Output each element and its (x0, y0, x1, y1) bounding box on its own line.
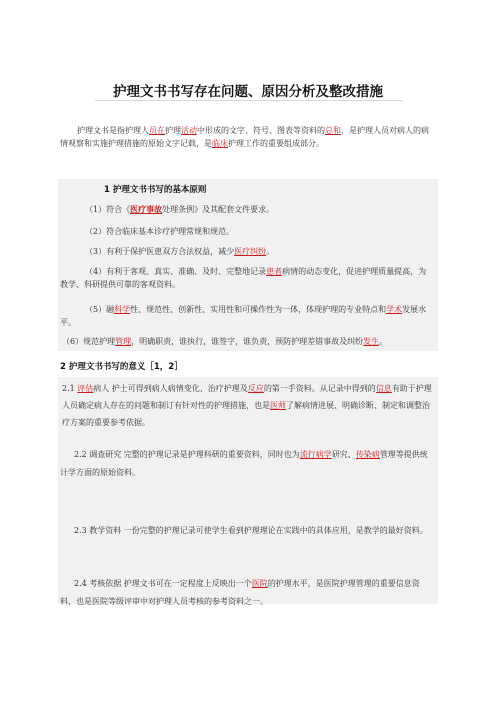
text-run: 的护理水平，是医院护理管理的重要信息资料，也是医院等级评审中对护理人员考核的参考资料之一。 (60, 579, 420, 606)
text-run: 有助于护理人员确定病人存在的问题和制订有针对性的护理措施，也是 (62, 384, 432, 410)
text-run: 病情的动态变化，促进护理质量提高，为教学、科研提供可靠的客观资料。 (60, 267, 427, 289)
term-link[interactable]: 管理 (115, 337, 132, 346)
term-link[interactable]: 评估 (77, 384, 94, 393)
term-link[interactable]: 科学 (114, 305, 131, 314)
text-run: 2.1 (62, 384, 78, 393)
text-run: 护理文书是指护理人 (77, 126, 149, 135)
section-1-heading: 1 护理文书书写的基本原则 (104, 185, 207, 195)
text-run: （6）规范护理 (62, 337, 116, 346)
significance-2-1 (62, 380, 432, 431)
term-link[interactable]: 医师 (270, 401, 286, 410)
intro-paragraph (60, 124, 436, 150)
text-run: ，是护理人员对病人的病情观察和实施护理措施的原始文字记载，是 (60, 126, 429, 148)
principle-6 (62, 335, 428, 348)
term-link[interactable]: 患者 (266, 267, 283, 276)
text-run: 发展水平。 (60, 305, 427, 327)
text-run: 2.3 教学资料 一份完整的护理记录可使学生看到护理理论在实践中的具体应用，是教学的最好资料。 (74, 526, 428, 535)
text-run: 护理工作的重要组成部分。 (228, 139, 324, 148)
text-run: 2.2 调查研究 完整的护理记录是护理科研的重要资料，同时也为 (74, 450, 300, 459)
text-run: （2）符合临床基本诊疗护理常规和规范。 (85, 227, 235, 236)
term-link[interactable]: 总和 (325, 126, 341, 135)
text-run: 病人 护士可得到病人病情变化、治疗护理及 (93, 384, 248, 393)
term-link[interactable]: 传染病 (355, 450, 380, 459)
significance-2-4 (60, 575, 430, 611)
term-link[interactable]: 发生 (363, 337, 380, 346)
term-link[interactable]: 活动 (181, 126, 197, 135)
text-run: 。 (266, 247, 275, 256)
principle-2 (85, 225, 459, 238)
text-run: 的第一手资料。从记录中得到的 (263, 384, 376, 393)
section-2-heading: 2 护理文书书写的意义［1，2］ (60, 362, 183, 372)
principle-3 (85, 245, 459, 258)
principle-5 (60, 303, 430, 329)
text-run: ，明确职责，谁执行，谁签字，谁负责，预防护理差错事故及纠纷 (131, 337, 364, 346)
term-link[interactable]: 学术 (386, 305, 403, 314)
principle-4 (60, 265, 430, 291)
text-run: 。 (379, 337, 388, 346)
significance-2-3 (60, 521, 430, 540)
term-link[interactable]: 医院 (251, 579, 268, 588)
text-run: 性、规范性、创新性、实用性和可操作性为一体，体现护理的专业特点和 (130, 305, 387, 314)
significance-2-2 (60, 446, 430, 482)
text-run: 护理 (165, 126, 181, 135)
title-divider (95, 100, 403, 101)
text-run: （4）有利于客观、真实、准确、及时、完整地记录 (85, 267, 267, 276)
text-run: 处理条例》及其配套文件要求。 (162, 205, 275, 214)
term-link[interactable]: 反应 (247, 384, 264, 393)
term-link[interactable]: 医疗纠纷 (234, 247, 267, 256)
page-title: 护理文书书写存在问题、原因分析及整改措施 (113, 84, 383, 100)
text-run: 中形成的文字、符号、图表等资料的 (197, 126, 325, 135)
term-link[interactable]: 临床 (212, 139, 228, 148)
term-link[interactable]: 医疗事故 (130, 204, 163, 214)
text-run: 管理等提供统计学方面的原始资料。 (60, 450, 428, 477)
text-run: 了解病情进展、明确诊断、制定和调整治疗方案的重要参考依据。 (62, 401, 430, 427)
term-link[interactable]: 流行病学 (299, 450, 332, 459)
text-run: （5）融 (85, 305, 115, 314)
text-run: （1）符合《 (85, 205, 131, 214)
term-link[interactable]: 员在 (149, 126, 165, 135)
text-run: 2.4 考核依据 护理文书可在一定程度上反映出一个 (74, 579, 252, 588)
text-run: 研究、 (331, 450, 356, 459)
text-run: （3）有利于保护医患双方合法权益，减少 (85, 247, 235, 256)
term-link[interactable]: 信息 (375, 384, 392, 393)
principle-1 (85, 203, 459, 216)
